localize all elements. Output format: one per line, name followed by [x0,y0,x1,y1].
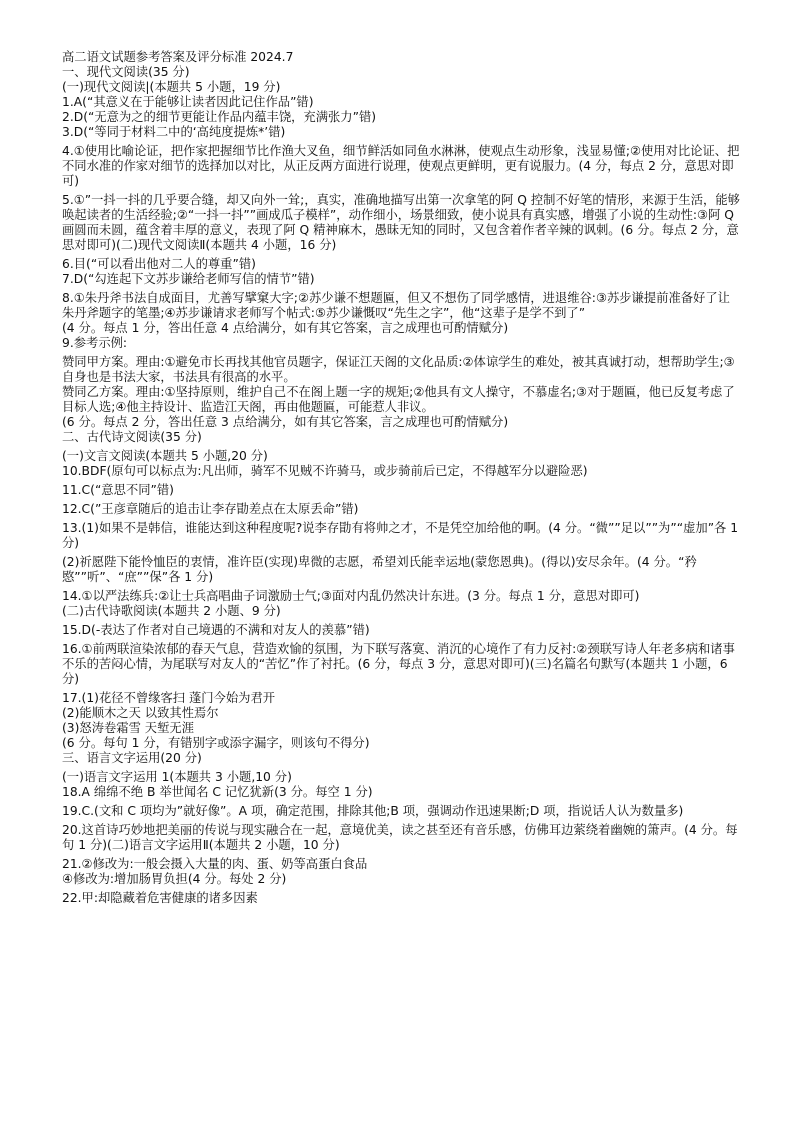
text-line: 3.D(“等同于材料二中的‘高纯度提炼*’错) [62,125,286,139]
text-line: (二)古代诗歌阅读(本题共 2 小题、9 分) [62,604,281,618]
text-line: 高二语文试题参考答案及评分标准 2024.7 [62,50,294,64]
text-line: (2)祈愿陛下能怜恤臣的衷情，准许臣(实现)卑微的志愿，希望刘氏能幸运地(蒙您恩典)。(得以)安尽余年。(4 分。“矜愍””听”、“庶””保”各 1 分) [62,555,697,584]
text-line: 21.②修改为:一般会摄入大量的肉、蛋、奶等高蛋白食品 [62,857,368,871]
text-line: 2.D(“无意为之的细节更能让作品内蕴丰饶，充满张力”错) [62,110,377,124]
text-line: (3)怒涛卷霜雪 天堑无涯 [62,721,194,735]
text-line: ④修改为:增加肠胃负担(4 分。每处 2 分) [62,872,287,886]
text-line: (6 分。每句 1 分，有错别字或添字漏字，则该句不得分) [62,736,370,750]
text-line: 赞同乙方案。理由:①坚持原则，维护自己不在阁上题一字的规矩;②他具有文人操守，不慕虚名;③对于题匾，他已反复考虑了目标人选;④他主持设计、监造江天阁，再由他题匾，可能惹人非议。 [62,385,735,414]
text-line: 11.C(“意思不同”错) [62,483,174,497]
text-line: 1.A(“其意义在于能够让读者因此记住作品”错) [62,95,314,109]
answer-document [62,50,742,906]
text-line: (一)文言文阅读(本题共 5 小题,20 分) [62,449,268,463]
text-line: 8.①朱丹斧书法自成面目，尤善写擘窠大字;②苏少谦不想题匾，但又不想伤了同学感情，进退维谷:③苏步谦提前准备好了让朱丹斧题字的笔墨;④苏步谦请求老师写个帖式:⑤苏少谦慨叹“先生之字”，他“这辈子是学不到了” [62,291,730,320]
text-line: 二、古代诗文阅读(35 分) [62,430,202,444]
text-line: 17.(1)花径不曾缘客扫 蓬门今始为君开 [62,691,276,705]
text-line: (4 分。每点 1 分，答出任意 4 点给满分，如有其它答案，言之成理也可酌情赋分) [62,321,509,335]
text-line: 6.目(“可以看出他对二人的尊重”错) [62,257,256,271]
text-line: 4.①使用比喻论证，把作家把握细节比作渔大叉鱼，细节鲜活如同鱼水淋淋，使观点生动形象，浅显易懂;②使用对比论证、把不同水准的作家对细节的选择加以对比，从正反两方面进行说理，使观点更鲜明，更有说服力。(4 分，每点 2 分，意思对即可) [62,144,740,188]
text-line: 9.参考示例: [62,336,128,350]
text-line: 15.D(-表达了作者对自己境遇的不满和对友人的羡慕”错) [62,623,370,637]
text-line: 14.①以严法练兵:②让士兵高唱曲子词激励士气;③面对内乱仍然决计东进。(3 分。每点 1 分，意思对即可) [62,589,640,603]
text-line: 一、现代文阅读(35 分) [62,65,190,79]
text-line: 5.①”一抖一抖的几乎要合缝，却又向外一耸;，真实，准确地描写出第一次拿笔的阿 Q 控制不好笔的情形，来源于生活，能够唤起读者的生活经验;②“一抖一抖””画成瓜子模样”，动作细小，场景细致，使小说具有真实感，增强了小说的生动性:③阿 Q 画圆而未圆，蕴含着丰厚的意义，表现了阿 Q 精神麻木，愚昧无知的同时，又包含着作者辛辣的讽刺。(6 分。每点 2 分，意思对即可)(二)现代文阅读Ⅱ(本题共 4 小题，16 分) [62,193,740,252]
text-line: 12.C(”王彦章随后的追击让李存勖差点在太原丢命”错) [62,502,359,516]
text-line: 19.C.(文和 C 项均为”就好像”。A 项，确定范围，排除其他;B 项，强调动作迅速果断;D 项，指说话人认为数量多) [62,804,684,818]
text-line: 三、语言文字运用(20 分) [62,751,202,765]
text-line: 7.D(“勾连起下文苏步谦给老师写信的情节”错) [62,272,315,286]
text-line: (一)语言文字运用 1(本题共 3 小题,10 分) [62,770,292,784]
text-line: 20.这首诗巧妙地把美丽的传说与现实融合在一起，意境优美，读之甚至还有音乐感，仿佛耳边萦绕着幽婉的箫声。(4 分。每句 1 分)(二)语言文字运用Ⅱ(本题共 2 小题，10 分) [62,823,738,852]
text-line: 10.BDF(原句可以标点为:凡出师，骑军不见贼不许骑马，或步骑前后已定，不得越军分以避险恶) [62,464,588,478]
text-line: 16.①前两联渲染浓郁的春天气息，营造欢愉的氛围，为下联写落寞、消沉的心境作了有力反衬:②颈联写诗人年老多病和诸事不乐的苦闷心情，为尾联写对友人的“苦忆”作了衬托。(6 分，每点 3 分，意思对即可)(三)名篇名句默写(本题共 1 小题，6 分) [62,642,735,686]
text-line: 赞同甲方案。理由:①避免市长再找其他官员题字，保证江天阁的文化品质:②体谅学生的难处，被其真诚打动，想帮助学生;③自身也是书法大家，书法具有很高的水平。 [62,355,735,384]
text-line: 13.(1)如果不是韩信，谁能达到这种程度呢?说李存勖有将帅之才，不是凭空加给他的啊。(4 分。“微””足以””为”“虚加”各 1 分) [62,521,739,550]
text-line: 18.A 绵绵不绝 B 举世闻名 C 记忆犹新(3 分。每空 1 分) [62,785,373,799]
text-line: (6 分。每点 2 分，答出任意 3 点给满分，如有其它答案，言之成理也可酌情赋分) [62,415,509,429]
text-line: (2)能顺木之天 以致其性焉尔 [62,706,219,720]
text-line: 22.甲:却隐藏着危害健康的诸多因素 [62,891,258,905]
text-line: (一)现代文阅读|(本题共 5 小题，19 分) [62,80,281,94]
